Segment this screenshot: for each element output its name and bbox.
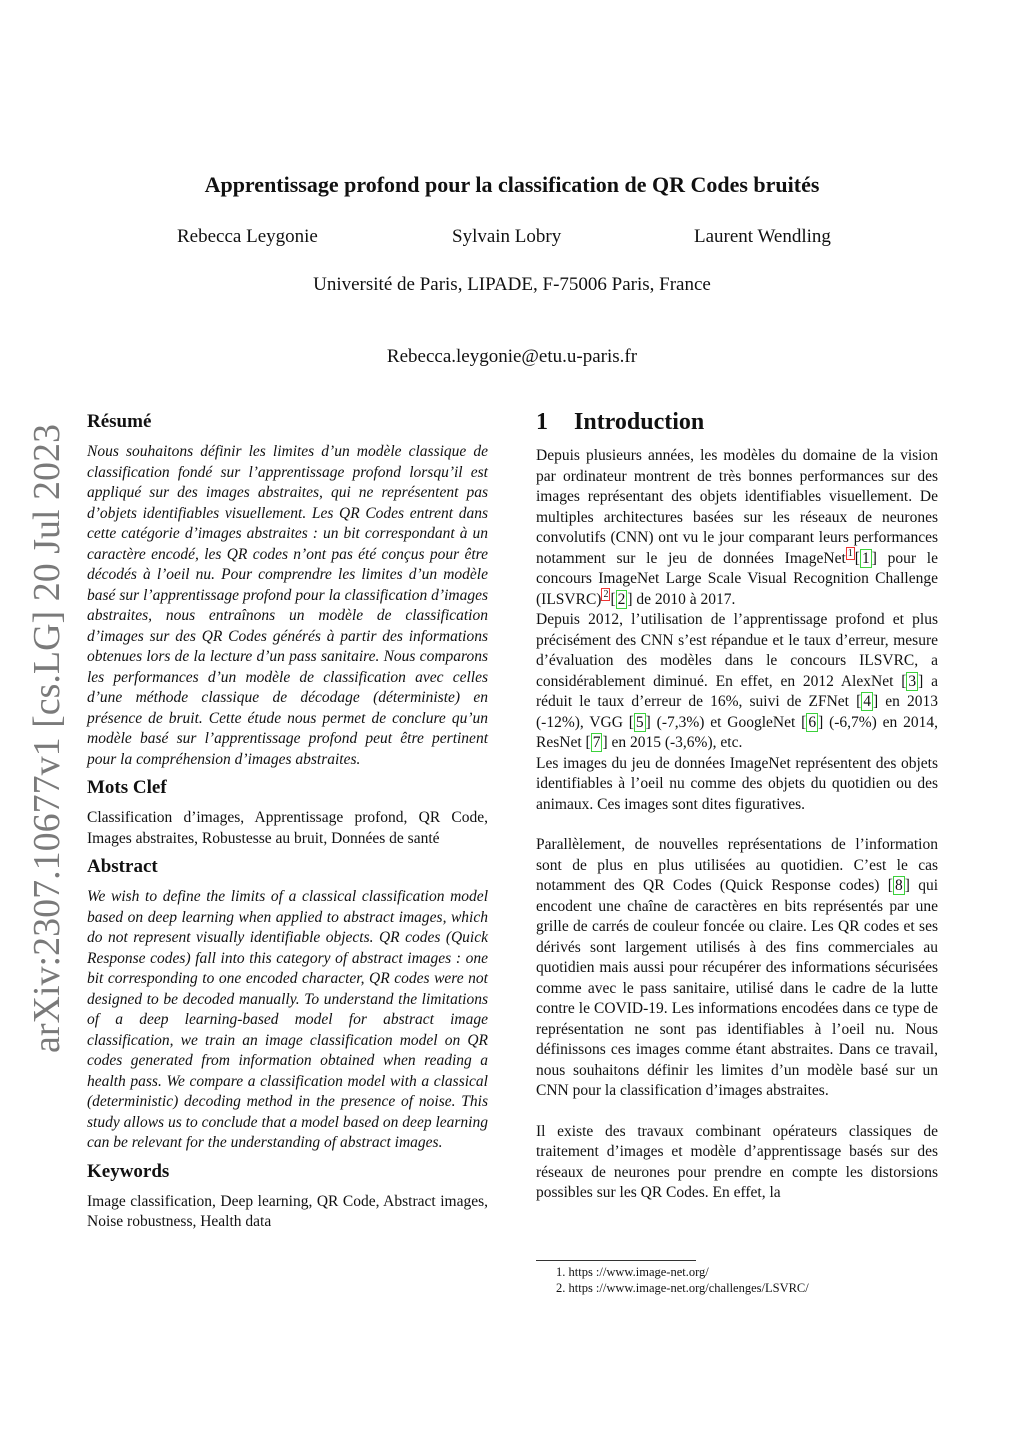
text-run: Depuis plusieurs années, les modèles du domaine de la vision par ordinateur montrent de très bonnes performances sur des images représentant des objets identifiables visuellement. De multiples architectures basées sur les réseaux de neurones convolutifs (CNN) ont vu le jour comparant leurs performances notamment sur le jeu de données ImageNet — [536, 447, 938, 567]
text-run: de 2010 à 2017. — [632, 590, 736, 608]
right-column — [536, 406, 938, 1204]
intro-heading — [536, 406, 938, 438]
footnote-1[interactable]: 1. https ://www.image-net.org/ — [556, 1265, 709, 1279]
text-run: (-7,3%) et GoogleNet — [650, 713, 802, 731]
text-run: a réduit le taux d’erreur de 16%, suivi de ZFNet — [536, 672, 938, 710]
text-run: qui encodent une chaîne de caractères en bits représentés par une grille de carrés de couleur foncée ou claire. Les QR codes et ses dérivés sont largement utilisés à des fins commerciales au quotidien mais aussi pour récupérer des informations sécurisées comme avec le pass sanitaire, utilisé dans le cadre de la lutte contre le COVID-19. Les informations encodées dans ce type de représentation ne sont pas identifiables à l’oeil nu. Nous définissons ces images comme étant abstraites. Dans ce travail, nous souhaitons définir les limites d’un modèle basé sur un CNN pour la classification d’images abstraites. — [536, 877, 938, 1099]
abstract-heading: Abstract — [87, 856, 158, 877]
citation-7[interactable]: 7 — [592, 734, 601, 751]
text-run: Depuis 2012, l’utilisation de l’apprentissage profond et plus précisément des CNN s’est répandue et le taux d’erreur, mesure d’évaluation des modèles dans le concours ILSVRC, a considérablement diminué. En effet, en 2012 AlexNet — [536, 611, 938, 690]
intro-paragraph-3: Les images du jeu de données ImageNet représentent des objets identifiables à l’oeil nu comme des objets du quotidien ou des animaux. Ces images sont dites figuratives. — [536, 754, 938, 813]
intro-paragraph-2: Depuis 2012, l’utilisation de l’apprentissage profond et plus précisément des CNN s’est répandue et le taux d’erreur, mesure d’évaluation des modèles dans le concours ILSVRC, a considérablement diminué. En effet, en 2012 AlexNet [ 3 ] a réduit le taux d’erreur de 16%, suivi de ZFNet [ 4 ] en 2013 (-12%), VGG [ 5 ] (-7,3%) et GoogleNet [ 6 ] (-6,7%) en 2014, ResNet [ 7 ] en 2015 (-3,6%), etc. — [536, 611, 939, 751]
resume-heading: Résumé — [87, 411, 152, 432]
author-2: Sylvain Lobry — [452, 226, 562, 247]
intro-paragraph-4: Parallèlement, de nouvelles représentations de l’information sont de plus en plus utilisées au quotidien. C’est le cas notamment des QR Codes (Quick Response codes) [ 8 ] qui encodent une chaîne de caractères en bits représentés par une grille de carrés de couleur foncée ou claire. Les QR codes et ses dérivés sont largement utilisés à des fins commerciales au quotidien mais aussi pour récupérer des informations sécurisées comme avec le pass sanitaire, utilisé dans le cadre de la lutte contre le COVID-19. Les informations encodées dans ce type de représentation ne sont pas identifiables à l’oeil nu. Nous définissons ces images comme étant abstraites. Dans ce travail, nous souhaitons définir les limites d’un modèle basé sur un CNN pour la classification d’images abstraites. — [536, 836, 938, 1099]
author-1: Rebecca Leygonie — [177, 226, 318, 247]
resume-text: Nous souhaitons définir les limites d’un modèle classique de classification fondé sur l’apprentissage profond lorsqu’il est appliqué sur des images abstraites, qui ne représentent pas d’objets identifiables visuellement. Les QR Codes entrent dans cette catégorie d’images abstraites : un bit correspondant à un caractère encodé, les QR codes n’ont pas été conçus pour être décodés à l’oeil nu. Pour comprendre les limites d’un modèle basé sur l’apprentissage profond pour la classification d’images abstraites, nous entraînons un modèle de classification d’images sur des QR Codes générés à partir des informations obtenues lors de la lecture d’un pass sanitaire. Nous comparons les performances d’un modèle de classification avec celles d’une méthode classique de décodage (déterministe) en présence de bruit. Cette étude nous permet de conclure qu’un modèle basé sur l’apprentissage profond peut être pertinent pour la compréhension d’images abstraites. — [87, 443, 488, 768]
affiliation: Université de Paris, LIPADE, F-75006 Paris, France — [313, 274, 711, 295]
left-column — [87, 410, 488, 1233]
intro-paragraph-5: Il existe des travaux combinant opérateurs classiques de traitement d’images et modèle d’apprentissage basés sur des réseaux de neurones pour prendre en compte les distorsions possibles sur les QR Codes. En effet, la — [536, 1122, 938, 1201]
citation-3[interactable]: 3 — [908, 672, 917, 690]
arxiv-stamp: arXiv:2307.10677v1 [cs.LG] 20 Jul 2023 — [26, 423, 68, 1053]
section-number: 1 — [536, 409, 548, 435]
footnote-ref-1[interactable]: 1 — [847, 548, 853, 560]
text-run: (-6,7%) en 2014, ResNet — [536, 713, 939, 751]
citation-4[interactable]: 4 — [863, 693, 871, 710]
intro-paragraph-1: Depuis plusieurs années, les modèles du domaine de la vision par ordinateur montrent de très bonnes performances sur des images représentant des objets identifiables visuellement. De multiples architectures basées sur les réseaux de neurones convolutifs (CNN) ont vu le jour comparant leurs performances notamment sur le jeu de données ImageNet $^1$ [ 1 ] pour le concours ImageNet Large Scale Visual Recognition Challenge (ILSVRC) $^2$ [ 2 ] de 2010 à 2017. — [536, 447, 938, 608]
mots-clef-heading: Mots Clef — [87, 777, 167, 798]
author-email: Rebecca.leygonie@etu.u-paris.fr — [386, 346, 638, 367]
paper-title: Apprentissage profond pour la classification de QR Codes bruités — [204, 172, 820, 197]
text-run: Parallèlement, de nouvelles représentations de l’information sont de plus en plus utilisées au quotidien. C’est le cas notamment des QR Codes (Quick Response codes) — [536, 836, 938, 894]
mots-clef-text: Classification d’images, Apprentissage profond, QR Code, Images abstraites, Robustesse au bruit, Données de santé — [87, 809, 488, 847]
keywords-heading: Keywords — [87, 1160, 170, 1182]
citation-1[interactable]: 1 — [861, 549, 870, 567]
footnote-2[interactable]: 2. https ://www.image-net.org/challenges/LSVRC/ — [556, 1281, 809, 1295]
citation-5[interactable]: 5 — [635, 713, 644, 731]
citation-8[interactable]: 8 — [894, 877, 903, 894]
citation-2[interactable]: 2 — [617, 590, 626, 608]
text-run: pour le concours ImageNet Large Scale Visual Recognition Challenge (ILSVRC) — [536, 549, 938, 608]
text-run: en 2015 (-3,6%), etc. — [607, 734, 743, 751]
keywords-text: Image classification, Deep learning, QR Code, Abstract images, Noise robustness, Health data — [87, 1192, 488, 1230]
footnote-rule — [536, 1260, 696, 1261]
citation-6[interactable]: 6 — [808, 713, 817, 731]
abstract-text: We wish to define the limits of a classical classification model based on deep learning when applied to abstract images, which do not represent visually identifiable objects. QR codes (Quick Response codes) fall into this category of abstract images : one bit corresponding to one encoded character, QR codes were not designed to be decoded manually. To understand the limitations of a deep learning-based model for abstract image classification, we train an image classification model on QR codes generated from information obtained when reading a health pass. We compare a classification model with a classical (deterministic) decoding method in the presence of noise. This study allows us to conclude that a model based on deep learning can be relevant for the understanding of abstract images. — [87, 888, 488, 1151]
author-3: Laurent Wendling — [694, 226, 831, 247]
section-title: Introduction — [574, 409, 705, 435]
text-run: en 2013 (-12%), VGG — [536, 693, 938, 731]
footnotes — [556, 1264, 809, 1296]
footnote-ref-2[interactable]: 2 — [603, 589, 609, 601]
